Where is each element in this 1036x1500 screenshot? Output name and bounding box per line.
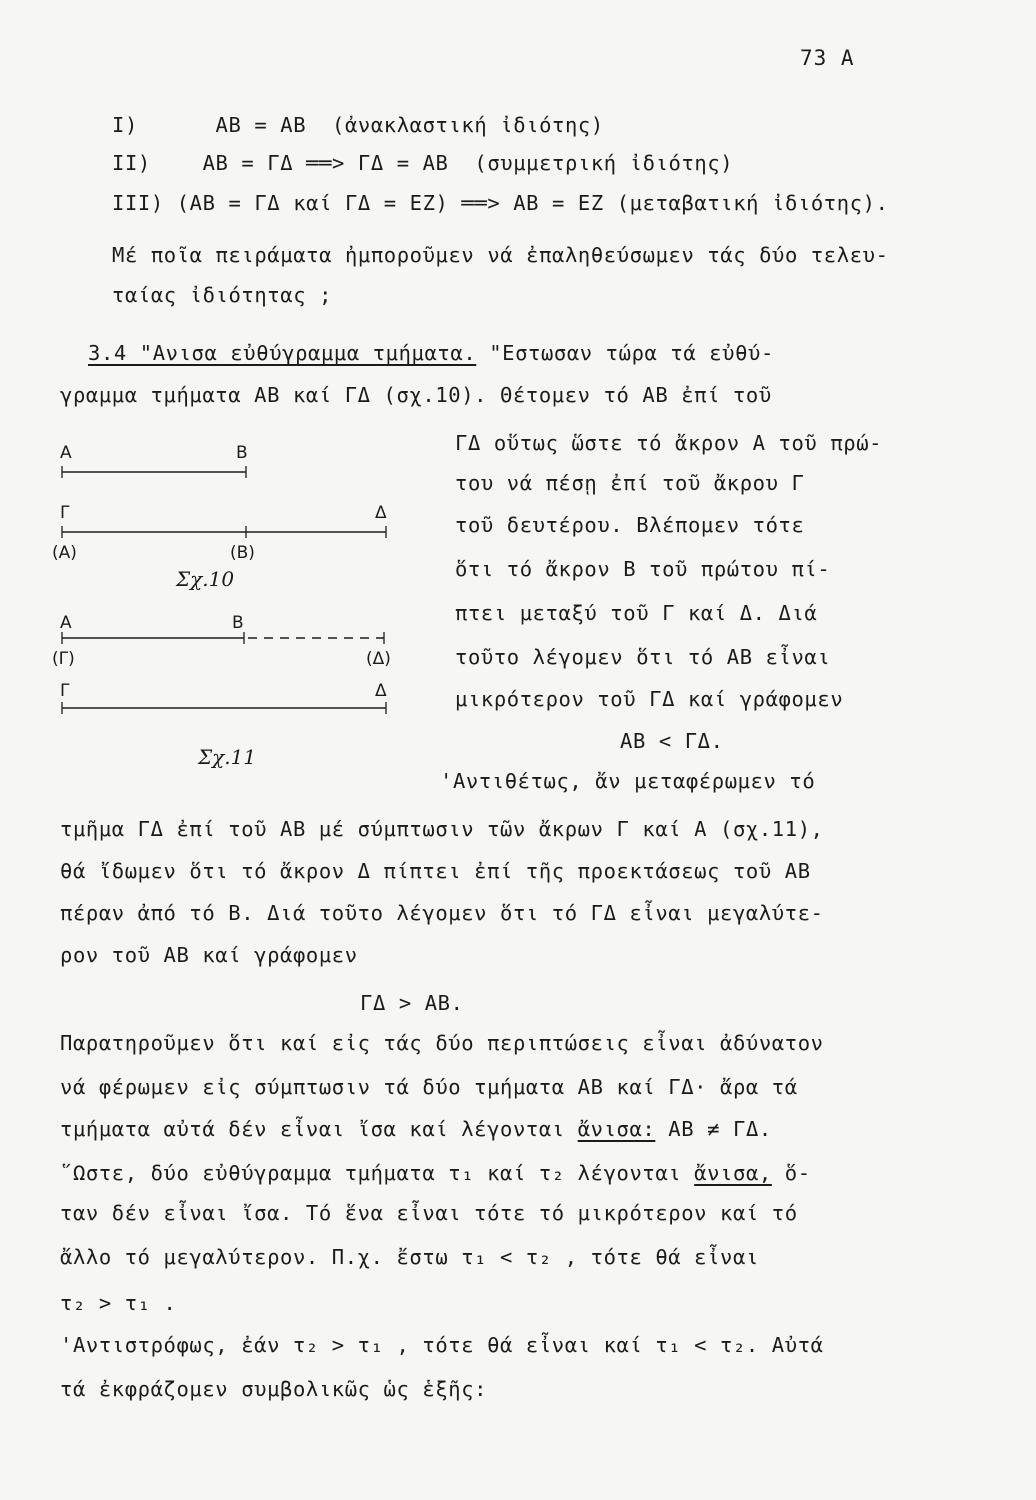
section-heading: 3.4 "Ανισα εὐθύγραμμα τμήματα. [88,341,477,365]
body-line-2: θά ἴδωμεν ὅτι τό ἄκρον Δ πίπτει ἐπί τῆς προεκτάσεως τοῦ AB [60,859,811,883]
fig11-label-b: Β [232,613,244,633]
fig10-caption: Σχ.10 [176,567,235,591]
side-text-4: ὅτι τό ἄκρον Β τοῦ πρώτου πί- [455,557,831,581]
body-line-9 [60,1160,811,1186]
body-line-3: πέραν ἀπό τό Β. Διά τοῦτο λέγομεν ὅτι τό ΓΔ εἶναι μεγαλύτε- [60,901,824,925]
fig10-label-g: Γ [60,503,70,523]
body-line-8 [60,1116,772,1142]
fig11-label-a: Α [60,613,72,633]
side-text-5: πτει μεταξύ τοῦ Γ καί Δ. Διά [455,601,818,625]
body-line-12: τ₂ > τ₁ . [60,1291,177,1315]
body-line-4: ρον τοῦ AB καί γράφομεν [60,943,358,967]
side-text-6: τοῦτο λέγομεν ὅτι τό AB εἶναι [455,645,831,669]
fig10-label-b: Β [236,443,248,463]
side-text-3: τοῦ δευτέρου. Βλέπομεν τότε [455,513,805,537]
question-line-2: ταίας ἰδιότητας ; [112,283,333,307]
body-line-13: 'Αντιστρόφως, ἐάν τ₂ > τ₁ , τότε θά εἶναι καί τ₁ < τ₂. Αὐτά [60,1333,824,1357]
inequality-ab-less-gd: AB < ΓΔ. [620,729,724,753]
fig11-label-g-paren: (Γ) [52,649,75,669]
question-line-1: Μέ ποῖα πειράματα ἠμποροῦμεν νά ἐπαληθεύσωμεν τάς δύο τελευ- [112,243,889,267]
body-line-14: τά ἐκφράζομεν συμβολικῶς ὡς ἑξῆς: [60,1377,488,1401]
side-text-9: 'Αντιθέτως, ἄν μεταφέρωμεν τό [440,769,816,793]
side-text-7: μικρότερον τοῦ ΓΔ καί γράφομεν [455,687,844,711]
body-line-1: τμῆμα ΓΔ ἐπί τοῦ AB μέ σύμπτωσιν τῶν ἄκρων Γ καί Α (σχ.11), [60,817,824,841]
figure-11 [52,613,391,769]
page-number: 73 A [800,46,855,70]
fig10-label-a: Α [60,443,72,463]
fig11-label-d-paren: (Δ) [366,649,391,669]
fig11-label-d: Δ [375,681,387,701]
body-line-9a: ῞Ωστε, δύο εὐθύγραμμα τμήματα τ₁ καί τ₂ λέγονται [60,1161,695,1185]
side-text-2: του νά πέσῃ ἐπί τοῦ ἄκρου Γ [455,471,805,495]
inequality-gd-greater-ab: ΓΔ > AB. [360,991,464,1015]
figure-10 [52,443,387,591]
body-line-8c: AB ≠ ΓΔ. [655,1117,772,1141]
fig11-label-g: Γ [60,681,70,701]
body-line-11: ἄλλο τό μεγαλύτερον. Π.χ. ἔστω τ₁ < τ₂ , τότε θά εἶναι [60,1245,759,1269]
body-line-10: ταν δέν εἶναι ἴσα. Τό ἕνα εἶναι τότε τό μικρότερον καί τό [60,1201,798,1225]
body-line-9c: ὅ- [771,1161,811,1185]
section-intro-2: γραμμα τμήματα AB καί ΓΔ (σχ.10). Θέτομεν τό AB ἐπί τοῦ [60,383,772,407]
fig10-label-a-paren: (Α) [52,543,77,563]
reflexive-property-line: I) AB = AB (ἀνακλαστική ἰδιότης) [112,113,604,137]
body-line-6: Παρατηροῦμεν ὅτι καί εἰς τάς δύο περιπτώσεις εἶναι ἀδύνατον [60,1031,824,1055]
section-intro-1: "Εστωσαν τώρα τά εὐθύ- [476,341,774,365]
term-anisa-2: ἄνισα, [694,1161,772,1185]
body-line-7: νά φέρωμεν εἰς σύμπτωσιν τά δύο τμήματα AB καί ΓΔ· ἄρα τά [60,1075,798,1099]
symmetric-property-line: II) AB = ΓΔ ══> ΓΔ = AB (συμμετρική ἰδιότης) [112,151,734,175]
term-anisa-1: ἄνισα: [577,1117,656,1141]
transitive-property-line: III) (AB = ΓΔ καί ΓΔ = EZ) ══> AB = EZ (μεταβατική ἰδιότης). [112,191,889,215]
fig10-label-b-paren: (Β) [230,543,255,563]
body-line-8a: τμήματα αὐτά δέν εἶναι ἴσα καί λέγονται [60,1117,578,1141]
fig11-caption: Σχ.11 [198,745,257,769]
fig10-label-d: Δ [375,503,387,523]
side-text-1: ΓΔ οὕτως ὥστε τό ἄκρον Α τοῦ πρώ- [455,431,883,455]
